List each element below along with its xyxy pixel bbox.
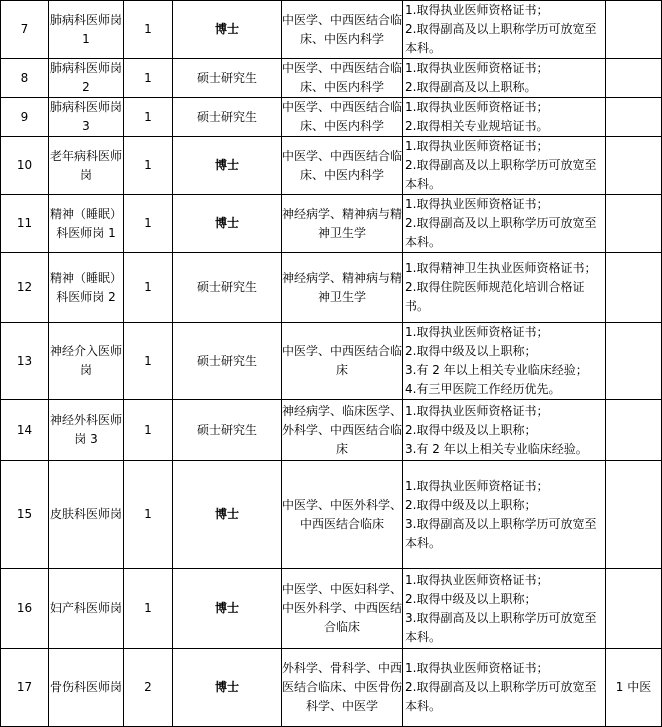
row-number: 9 [1,98,49,137]
major: 神经病学、临床医学、外科学、中西医结合临床 [282,400,403,461]
requirements [403,253,606,323]
major: 中医学、中西医结合临床 [282,323,403,400]
requirement-item: 1.取得执业医师资格证书； [405,197,549,211]
requirement-item: 1.取得执业医师资格证书； [405,478,549,493]
major: 中医学、中西医结合临床、中医内科学 [282,98,403,137]
degree: 博士 [173,649,282,727]
requirements [403,400,606,461]
post-count: 1 [124,59,173,98]
post-count: 1 [124,400,173,461]
requirement-item: 3.取得副高及以上职称学历可放宽至本科。 [405,610,597,644]
requirement-item: 2.取得副高及以上职称学历可放宽至本科。 [405,158,597,191]
requirement-item: 3.取得副高及以上职称学历可放宽至本科。 [405,516,597,550]
requirement-item: 2.取得副高及以上职称学历可放宽至本科。 [405,22,597,55]
degree: 硕士研究生 [173,98,282,137]
row-number: 7 [1,1,49,59]
requirement-item: 1.取得执业医师资格证书； [405,3,549,17]
row-number: 13 [1,323,49,400]
table-row [1,461,662,569]
major: 中医学、中西医结合临床、中医内科学 [282,137,403,195]
row-number: 15 [1,461,49,569]
requirement-item: 2.取得中级及以上职称； [405,344,537,358]
post-name: 妇产科医师岗 [49,569,124,649]
degree: 博士 [173,195,282,253]
row-number: 12 [1,253,49,323]
table-row [1,59,662,98]
post-count: 1 [124,137,173,195]
requirements [403,1,606,59]
post-name: 精神（睡眠）科医师岗 2 [49,253,124,323]
table-row [1,400,662,461]
table-row [1,137,662,195]
row-number: 11 [1,195,49,253]
requirement-item: 3.有 2 年以上相关专业临床经验。 [405,441,588,456]
note [606,1,662,59]
post-name: 肺病科医师岗 2 [49,59,124,98]
post-name: 精神（睡眠）科医师岗 1 [49,195,124,253]
post-name: 骨伤科医师岗 [49,649,124,727]
post-count: 1 [124,98,173,137]
note [606,253,662,323]
requirement-item: 1.取得执业医师资格证书； [405,661,549,675]
requirement-item: 2.取得副高及以上职称学历可放宽至本科。 [405,680,597,713]
note: 1 中医 [606,649,662,727]
requirement-item: 3.有 2 年以上相关专业临床经验； [405,363,588,377]
requirement-item: 2.取得中级及以上职称； [405,591,537,606]
requirement-item: 1.取得执业医师资格证书； [405,403,549,418]
degree: 博士 [173,569,282,649]
requirements [403,195,606,253]
table-row [1,253,662,323]
note [606,59,662,98]
post-count: 1 [124,253,173,323]
note [606,461,662,569]
major: 中医学、中医妇科学、中医外科学、中西医结合临床 [282,569,403,649]
requirement-item: 1.取得精神卫生执业医师资格证书； [405,261,597,275]
post-name: 皮肤科医师岗 [49,461,124,569]
post-count: 1 [124,461,173,569]
note [606,137,662,195]
requirement-item: 2.取得中级及以上职称； [405,422,537,437]
major: 中医学、中医外科学、中西医结合临床 [282,461,403,569]
requirement-item: 1.取得执业医师资格证书； [405,325,549,339]
requirement-item: 4.有三甲医院工作经历优先。 [405,382,561,396]
note [606,569,662,649]
requirement-item: 2.取得副高及以上职称学历可放宽至本科。 [405,216,597,249]
requirement-item: 1.取得执业医师资格证书； [405,139,549,153]
requirements [403,323,606,400]
requirements [403,569,606,649]
row-number: 14 [1,400,49,461]
requirements [403,137,606,195]
requirement-item: 1.取得执业医师资格证书； [405,61,549,75]
major: 神经病学、精神病与精神卫生学 [282,195,403,253]
row-number: 17 [1,649,49,727]
requirement-item: 2.取得副高及以上职称。 [405,80,537,94]
table-row [1,98,662,137]
table-row [1,1,662,59]
note [606,98,662,137]
major: 外科学、骨科学、中西医结合临床、中医骨伤科学、中医学 [282,649,403,727]
requirement-item: 2.取得住院医师规范化培训合格证书。 [405,280,585,313]
post-count: 1 [124,569,173,649]
degree: 博士 [173,137,282,195]
post-count: 2 [124,649,173,727]
requirements [403,649,606,727]
post-count: 1 [124,195,173,253]
table-row [1,649,662,727]
major: 中医学、中西医结合临床、中医内科学 [282,1,403,59]
degree: 硕士研究生 [173,323,282,400]
post-name: 神经外科医师岗 3 [49,400,124,461]
requirement-item: 2.取得中级及以上职称； [405,497,537,512]
table-row [1,195,662,253]
degree: 博士 [173,1,282,59]
table-row [1,569,662,649]
requirement-item: 1.取得执业医师资格证书； [405,572,549,587]
requirements [403,59,606,98]
major: 中医学、中西医结合临床、中医内科学 [282,59,403,98]
table-row [1,323,662,400]
post-name: 神经介入医师岗 [49,323,124,400]
post-count: 1 [124,1,173,59]
requirements [403,98,606,137]
requirement-item: 2.取得相关专业规培证书。 [405,119,549,133]
row-number: 10 [1,137,49,195]
post-name: 肺病科医师岗 1 [49,1,124,59]
row-number: 8 [1,59,49,98]
post-name: 肺病科医师岗 3 [49,98,124,137]
post-name: 老年病科医师岗 [49,137,124,195]
note [606,400,662,461]
requirement-item: 1.取得执业医师资格证书； [405,100,549,114]
degree: 硕士研究生 [173,253,282,323]
degree: 硕士研究生 [173,59,282,98]
row-number: 16 [1,569,49,649]
requirements [403,461,606,569]
post-count: 1 [124,323,173,400]
note [606,195,662,253]
degree: 硕士研究生 [173,400,282,461]
note [606,323,662,400]
major: 神经病学、精神病与精神卫生学 [282,253,403,323]
degree: 博士 [173,461,282,569]
